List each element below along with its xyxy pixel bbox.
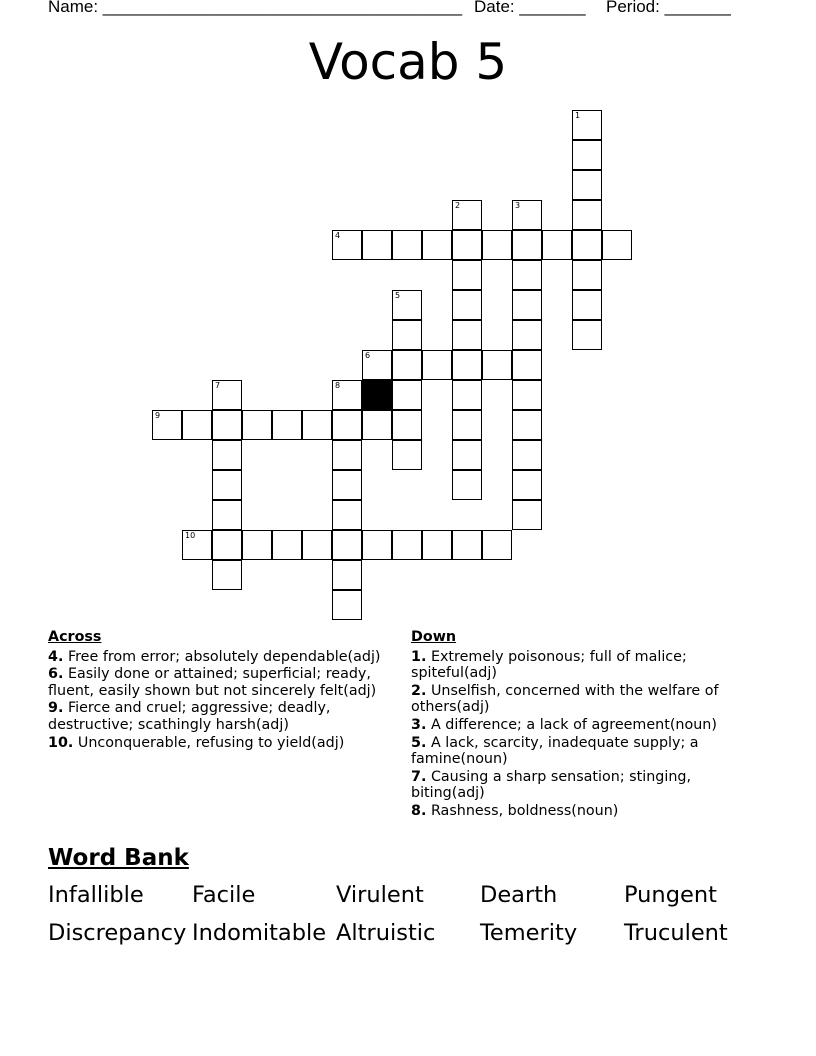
crossword-cell[interactable] bbox=[212, 380, 242, 410]
clue-number-label: 4 bbox=[335, 231, 341, 240]
crossword-cell[interactable] bbox=[332, 560, 362, 590]
word-bank-title: Word Bank bbox=[48, 845, 189, 871]
crossword-cell[interactable] bbox=[452, 350, 482, 380]
blocked-cell bbox=[362, 380, 392, 410]
crossword-cell[interactable] bbox=[512, 320, 542, 350]
crossword-cell[interactable] bbox=[212, 470, 242, 500]
word-bank-item: Infallible bbox=[48, 882, 144, 908]
crossword-cell[interactable] bbox=[452, 260, 482, 290]
word-bank-item: Truculent bbox=[624, 920, 728, 946]
crossword-cell[interactable] bbox=[422, 350, 452, 380]
word-bank-item: Virulent bbox=[336, 882, 424, 908]
clue-number-label: 7 bbox=[215, 381, 221, 390]
crossword-cell[interactable] bbox=[392, 230, 422, 260]
word-bank-item: Discrepancy bbox=[48, 920, 187, 946]
crossword-cell[interactable] bbox=[212, 440, 242, 470]
crossword-cell[interactable] bbox=[362, 230, 392, 260]
crossword-cell[interactable] bbox=[572, 140, 602, 170]
crossword-cell[interactable] bbox=[452, 320, 482, 350]
crossword-cell[interactable] bbox=[512, 410, 542, 440]
clue-number-label: 1 bbox=[575, 111, 581, 120]
crossword-cell[interactable] bbox=[362, 350, 392, 380]
crossword-cell[interactable] bbox=[512, 290, 542, 320]
clue-down-5: 5. A lack, scarcity, inadequate supply; a famine(noun) bbox=[411, 734, 699, 768]
crossword-cell[interactable] bbox=[212, 500, 242, 530]
crossword-cell[interactable] bbox=[362, 410, 392, 440]
crossword-cell[interactable] bbox=[392, 350, 422, 380]
crossword-cell[interactable] bbox=[392, 440, 422, 470]
clue-down-1: 1. Extremely poisonous; full of malice; spiteful(adj) bbox=[411, 648, 687, 682]
crossword-cell[interactable] bbox=[572, 260, 602, 290]
clue-across-4: 4. Free from error; absolutely dependable(adj) bbox=[48, 648, 381, 665]
clue-across-9: 9. Fierce and cruel; aggressive; deadly, destructive; scathingly harsh(adj) bbox=[48, 700, 331, 733]
crossword-cell[interactable] bbox=[512, 440, 542, 470]
word-bank-item: Pungent bbox=[624, 882, 717, 908]
crossword-cell[interactable] bbox=[392, 320, 422, 350]
word-bank-item: Altruistic bbox=[336, 920, 436, 946]
crossword-cell[interactable] bbox=[452, 380, 482, 410]
crossword-cell[interactable] bbox=[212, 560, 242, 590]
crossword-cell[interactable] bbox=[512, 470, 542, 500]
crossword-cell[interactable] bbox=[242, 410, 272, 440]
crossword-cell[interactable] bbox=[452, 230, 482, 260]
crossword-cell[interactable] bbox=[452, 470, 482, 500]
crossword-cell[interactable] bbox=[392, 410, 422, 440]
crossword-cell[interactable] bbox=[332, 410, 362, 440]
clue-number-label: 6 bbox=[365, 351, 371, 360]
crossword-cell[interactable] bbox=[332, 590, 362, 620]
clue-down-8: 8. Rashness, boldness(noun) bbox=[411, 802, 619, 819]
word-bank-item: Indomitable bbox=[192, 920, 327, 946]
crossword-cell[interactable] bbox=[332, 380, 362, 410]
crossword-cell[interactable] bbox=[422, 530, 452, 560]
crossword-cell[interactable] bbox=[392, 530, 422, 560]
crossword-cell[interactable] bbox=[512, 260, 542, 290]
crossword-cell[interactable] bbox=[542, 230, 572, 260]
crossword-cell[interactable] bbox=[392, 290, 422, 320]
crossword-cell[interactable] bbox=[452, 200, 482, 230]
clue-down-7: 7. Causing a sharp sensation; stinging, biting(adj) bbox=[411, 768, 691, 802]
crossword-cell[interactable] bbox=[452, 290, 482, 320]
crossword-cell[interactable] bbox=[452, 440, 482, 470]
crossword-cell[interactable] bbox=[452, 410, 482, 440]
crossword-cell[interactable] bbox=[572, 230, 602, 260]
crossword-cell[interactable] bbox=[572, 170, 602, 200]
across-heading: Across bbox=[48, 629, 102, 645]
crossword-cell[interactable] bbox=[512, 380, 542, 410]
across-clues bbox=[48, 629, 398, 752]
clue-number-label: 2 bbox=[455, 201, 461, 210]
crossword-cell[interactable] bbox=[572, 320, 602, 350]
date-field[interactable]: Date: _______ bbox=[474, 0, 586, 16]
clue-number-label: 5 bbox=[395, 291, 401, 300]
crossword-cell[interactable] bbox=[332, 470, 362, 500]
crossword-cell[interactable] bbox=[512, 350, 542, 380]
word-bank-item: Temerity bbox=[480, 920, 578, 946]
crossword-cell[interactable] bbox=[392, 380, 422, 410]
crossword-cell[interactable] bbox=[152, 410, 182, 440]
clue-across-10: 10. Unconquerable, refusing to yield(adj) bbox=[48, 734, 345, 751]
word-bank-item: Facile bbox=[192, 882, 256, 908]
clue-down-2: 2. Unselfish, concerned with the welfare of others(adj) bbox=[411, 682, 719, 716]
crossword-cell[interactable] bbox=[482, 230, 512, 260]
crossword-cell[interactable] bbox=[602, 230, 632, 260]
crossword-cell[interactable] bbox=[452, 530, 482, 560]
crossword-cell[interactable] bbox=[572, 200, 602, 230]
crossword-cell[interactable] bbox=[212, 530, 242, 560]
crossword-cell[interactable] bbox=[482, 530, 512, 560]
crossword-cell[interactable] bbox=[182, 530, 212, 560]
crossword-cell[interactable] bbox=[422, 230, 452, 260]
clue-number-label: 3 bbox=[515, 201, 521, 210]
clue-number-label: 9 bbox=[155, 411, 161, 420]
crossword-cell[interactable] bbox=[512, 500, 542, 530]
word-bank-item: Dearth bbox=[480, 882, 558, 908]
crossword-cell[interactable] bbox=[302, 410, 332, 440]
crossword-cell[interactable] bbox=[512, 200, 542, 230]
clue-number-label: 10 bbox=[185, 531, 196, 540]
crossword-cell[interactable] bbox=[572, 290, 602, 320]
clue-across-6: 6. Easily done or attained; superficial; ready, fluent, easily shown but not sincerely felt(adj) bbox=[48, 666, 377, 699]
crossword-cell[interactable] bbox=[332, 530, 362, 560]
clue-down-3: 3. A difference; a lack of agreement(noun) bbox=[411, 716, 717, 733]
down-clues bbox=[411, 629, 751, 821]
down-heading: Down bbox=[411, 629, 457, 645]
crossword-cell[interactable] bbox=[572, 110, 602, 140]
name-field[interactable]: Name: ______________________________________ bbox=[48, 0, 463, 16]
crossword-cell[interactable] bbox=[272, 530, 302, 560]
crossword-cell[interactable] bbox=[332, 230, 362, 260]
clue-number-label: 8 bbox=[335, 381, 341, 390]
crossword-cell[interactable] bbox=[182, 410, 212, 440]
crossword-cell[interactable] bbox=[512, 230, 542, 260]
page-title: Vocab 5 bbox=[308, 33, 508, 91]
crossword-cell[interactable] bbox=[242, 530, 272, 560]
crossword-cell[interactable] bbox=[362, 530, 392, 560]
period-field[interactable]: Period: _______ bbox=[606, 0, 731, 16]
crossword-cell[interactable] bbox=[482, 350, 512, 380]
crossword-cell[interactable] bbox=[302, 530, 332, 560]
crossword-cell[interactable] bbox=[332, 500, 362, 530]
crossword-cell[interactable] bbox=[332, 440, 362, 470]
crossword-cell[interactable] bbox=[212, 410, 242, 440]
crossword-cell[interactable] bbox=[272, 410, 302, 440]
